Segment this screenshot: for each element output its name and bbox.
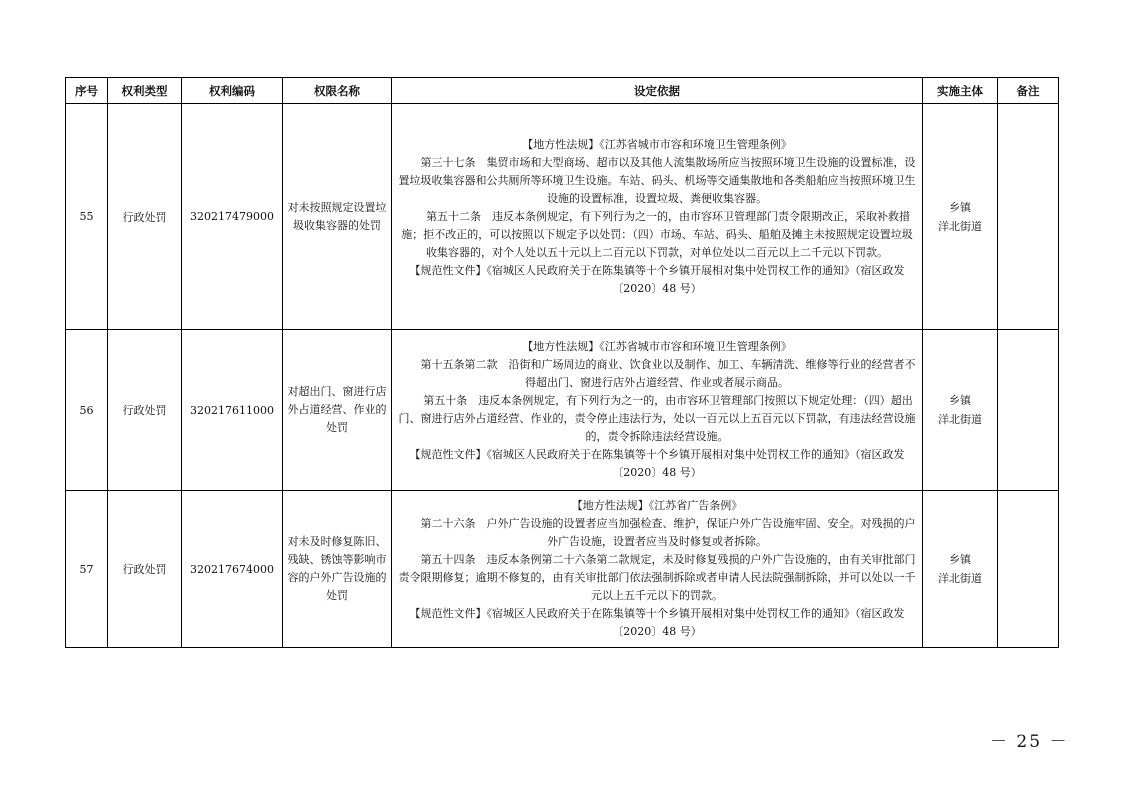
header-code: 权利编码	[182, 78, 283, 104]
header-basis: 设定依据	[392, 78, 923, 104]
subject-line: 乡镇	[949, 553, 971, 566]
row-subject	[923, 330, 998, 491]
basis-normative-doc: 【规范性文件】《宿城区人民政府关于在陈集镇等十个乡镇开展相对集中处罚权工作的通知》（宿区政发〔2020〕48 号）	[409, 448, 905, 479]
row-type: 行政处罚	[108, 491, 182, 648]
page-number: － 25 －	[990, 732, 1069, 752]
basis-article: 第五十条 违反本条例规定，有下列行为之一的，由市容环卫管理部门按照以下规定处理：（四）超出门、窗进行店外占道经营、作业的，责令停止违法行为，处以一百元以上五百元以下罚款，有违法经营设施的，责令拆除违法经营设施。	[398, 394, 916, 443]
row-basis	[392, 491, 923, 648]
subject-line: 乡镇	[949, 200, 971, 214]
row-name: 对未按照规定设置垃圾收集容器的处罚	[283, 104, 392, 330]
table-row	[66, 330, 1059, 491]
header-subject: 实施主体	[923, 78, 998, 104]
header-no: 序号	[66, 78, 108, 104]
basis-law-title: 【地方性法规】《江苏省广告条例》	[571, 499, 743, 512]
row-code: 320217674000	[182, 491, 283, 648]
header-name: 权限名称	[283, 78, 392, 104]
row-name: 对超出门、窗进行店外占道经营、作业的处罚	[283, 330, 392, 491]
header-remark: 备注	[998, 78, 1059, 104]
row-subject	[923, 491, 998, 648]
table-row	[66, 104, 1059, 330]
table-row	[66, 491, 1059, 648]
basis-article: 第五十二条 违反本条例规定，有下列行为之一的，由市容环卫管理部门责令限期改正，采取补救措施；拒不改正的，可以按照以下规定予以处罚：（四）市场、车站、码头、船舶及摊主未按照规定设置垃圾收集容器的，对个人处以五十元以上二百元以下罚款，对单位处以二百元以上二千元以下罚款。	[401, 209, 913, 259]
subject-line: 洋北街道	[938, 219, 982, 233]
row-code: 320217479000	[182, 104, 283, 330]
row-remark	[998, 330, 1059, 491]
basis-article: 第十五条第二款 沿街和广场周边的商业、饮食业以及制作、加工、车辆清洗、维修等行业的经营者不得超出门、窗进行店外占道经营、作业或者展示商品。	[420, 358, 916, 389]
basis-article: 第五十四条 违反本条例第二十六条第二款规定，未及时修复残损的户外广告设施的，由有关审批部门责令限期修复；逾期不修复的，由有关审批部门依法强制拆除或者申请人民法院强制拆除，并可以处以一千元以上五千元以下的罚款。	[398, 553, 916, 602]
basis-law-title: 【地方性法规】《江苏省城市市容和环境卫生管理条例》	[522, 340, 792, 353]
subject-line: 乡镇	[949, 394, 971, 407]
row-basis	[392, 330, 923, 491]
basis-normative-doc: 【规范性文件】《宿城区人民政府关于在陈集镇等十个乡镇开展相对集中处罚权工作的通知》（宿区政发〔2020〕48 号）	[409, 263, 905, 295]
basis-normative-doc: 【规范性文件】《宿城区人民政府关于在陈集镇等十个乡镇开展相对集中处罚权工作的通知》（宿区政发〔2020〕48 号）	[409, 607, 905, 638]
row-no: 57	[66, 491, 108, 648]
powers-table	[65, 77, 1059, 648]
subject-line: 洋北街道	[938, 413, 982, 426]
header-row	[66, 78, 1059, 104]
row-type: 行政处罚	[108, 330, 182, 491]
row-no: 56	[66, 330, 108, 491]
basis-law-title: 【地方性法规】《江苏省城市市容和环境卫生管理条例》	[522, 137, 792, 151]
row-no: 55	[66, 104, 108, 330]
row-code: 320217611000	[182, 330, 283, 491]
row-remark	[998, 104, 1059, 330]
header-type: 权利类型	[108, 78, 182, 104]
row-remark	[998, 491, 1059, 648]
subject-line: 洋北街道	[938, 572, 982, 585]
row-type: 行政处罚	[108, 104, 182, 330]
row-subject	[923, 104, 998, 330]
row-basis	[392, 104, 923, 330]
basis-article: 第二十六条 户外广告设施的设置者应当加强检查、维护，保证户外广告设施牢固、安全。对残损的户外广告设施，设置者应当及时修复或者拆除。	[420, 517, 916, 548]
basis-article: 第三十七条 集贸市场和大型商场、超市以及其他人流集散场所应当按照环境卫生设施的设置标准，设置垃圾收集容器和公共厕所等环境卫生设施。车站、码头、机场等交通集散地和各类船舶应当按照环境卫生设施的设置标准，设置垃圾、粪便收集容器。	[398, 155, 916, 205]
row-name: 对未及时修复陈旧、残缺、锈蚀等影响市容的户外广告设施的处罚	[283, 491, 392, 648]
